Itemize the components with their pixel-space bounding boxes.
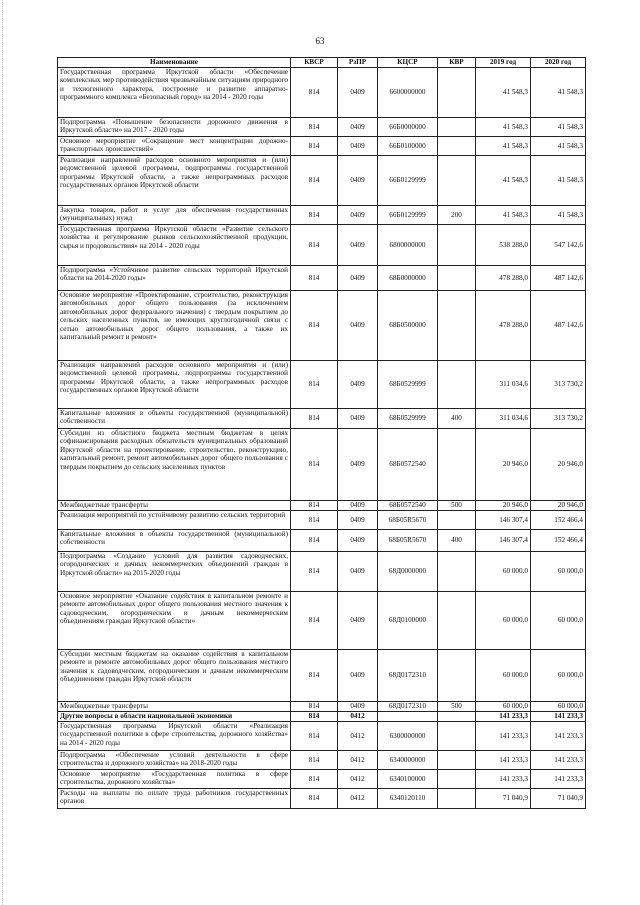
cell-kvr <box>438 429 476 501</box>
cell-2019: 146 307,4 <box>476 511 531 530</box>
cell-kvr <box>438 68 476 118</box>
cell-kvsr: 814 <box>291 68 338 118</box>
table-row <box>58 530 586 552</box>
cell-kvsr: 814 <box>291 702 338 712</box>
cell-rzpr: 0409 <box>338 429 378 501</box>
cell-2020: 547 142,6 <box>531 225 586 266</box>
cell-2020: 141 233,3 <box>531 722 586 751</box>
cell-rzpr: 0409 <box>338 137 378 156</box>
cell-2019: 41 548,3 <box>476 206 531 225</box>
cell-kvsr: 814 <box>291 291 338 361</box>
scan-margin-line <box>2 0 4 905</box>
cell-kvr <box>438 650 476 702</box>
cell-2020: 141 233,3 <box>531 751 586 770</box>
cell-kvsr: 814 <box>291 409 338 429</box>
table-row <box>58 409 586 429</box>
cell-2020: 487 142,6 <box>531 291 586 361</box>
cell-rzpr: 0412 <box>338 722 378 751</box>
cell-name: Межбюджетные трансферты <box>58 702 291 712</box>
cell-kcsr: 6800000000 <box>378 225 438 266</box>
cell-rzpr: 0409 <box>338 552 378 592</box>
cell-kcsr: 68Б0500000 <box>378 291 438 361</box>
table-row <box>58 592 586 650</box>
cell-2019: 146 307,4 <box>476 530 531 552</box>
cell-rzpr: 0409 <box>338 501 378 511</box>
cell-kvr <box>438 751 476 770</box>
cell-2019: 41 548,3 <box>476 68 531 118</box>
cell-kcsr: 68Д0000000 <box>378 552 438 592</box>
cell-kvsr: 814 <box>291 751 338 770</box>
cell-name: Субсидии местным бюджетам на оказание содействия в капитальном ремонте и ремонте автомобильных дорог общего пользования местного значения к садоводческим, огородническим и дачным некоммерческим объединениям граждан Иркутской области <box>58 650 291 702</box>
cell-2019: 71 040,9 <box>476 789 531 809</box>
cell-kvr <box>438 118 476 137</box>
cell-kvr: 400 <box>438 409 476 429</box>
cell-kvr <box>438 722 476 751</box>
cell-2020: 20 946,0 <box>531 501 586 511</box>
cell-name: Государственная программа Иркутской области «Обеспечение комплексных мер противодействия чрезвычайным ситуациям природного и техногенного характера, построение и развитие аппаратно-программного комплекса «Безопасный город» на 2014 - 2020 годы <box>58 68 291 118</box>
cell-2019: 311 034,6 <box>476 361 531 409</box>
header-rzpr: РзПР <box>338 58 378 68</box>
cell-kvsr: 814 <box>291 770 338 789</box>
cell-kvr: 500 <box>438 702 476 712</box>
cell-kcsr <box>378 712 438 722</box>
table-row <box>58 722 586 751</box>
cell-rzpr: 0412 <box>338 789 378 809</box>
table-row <box>58 361 586 409</box>
cell-name: Подпрограмма «Создание условий для развития садоводческих, огороднических и дачных некоммерческих объединений граждан в Иркутской области» на 2015-2020 годы <box>58 552 291 592</box>
cell-kcsr: 6300000000 <box>378 722 438 751</box>
cell-kcsr: 68Б0529999 <box>378 361 438 409</box>
cell-2020: 141 233,3 <box>531 770 586 789</box>
cell-2020: 41 548,3 <box>531 137 586 156</box>
cell-2020: 60 000,0 <box>531 702 586 712</box>
cell-kvr <box>438 770 476 789</box>
cell-2019: 41 548,3 <box>476 118 531 137</box>
table-body <box>58 68 586 809</box>
cell-2019: 478 288,0 <box>476 266 531 291</box>
cell-rzpr: 0409 <box>338 206 378 225</box>
cell-kcsr: 68Б0572540 <box>378 501 438 511</box>
table-row <box>58 511 586 530</box>
cell-kvr <box>438 225 476 266</box>
cell-kcsr: 6340100000 <box>378 770 438 789</box>
cell-kcsr: 68Б05R5670 <box>378 511 438 530</box>
cell-name: Реализация направлений расходов основного мероприятия и (или) ведомственной целевой программы, подпрограммы государственной программы Иркутской области, а также непрограммных расходов государственных органов Иркутской области <box>58 361 291 409</box>
cell-kvr <box>438 592 476 650</box>
cell-2020: 41 548,3 <box>531 68 586 118</box>
table-row <box>58 789 586 809</box>
budget-table <box>57 57 586 809</box>
cell-kvsr: 814 <box>291 592 338 650</box>
table-row <box>58 650 586 702</box>
cell-2020: 41 548,3 <box>531 206 586 225</box>
table-header-row <box>58 58 586 68</box>
cell-rzpr: 0412 <box>338 770 378 789</box>
cell-rzpr: 0409 <box>338 702 378 712</box>
cell-name: Расходы на выплаты по оплате труда работников государственных органов <box>58 789 291 809</box>
cell-kvr: 400 <box>438 530 476 552</box>
cell-kvsr: 814 <box>291 712 338 722</box>
table-row <box>58 770 586 789</box>
cell-2020: 152 466,4 <box>531 511 586 530</box>
cell-kcsr: 68Б0000000 <box>378 266 438 291</box>
table-row <box>58 429 586 501</box>
cell-kvsr: 814 <box>291 361 338 409</box>
cell-kvsr: 814 <box>291 501 338 511</box>
cell-2019: 538 288,0 <box>476 225 531 266</box>
cell-rzpr: 0409 <box>338 68 378 118</box>
table-row <box>58 118 586 137</box>
cell-kvr <box>438 156 476 206</box>
cell-kcsr: 68Б0529999 <box>378 409 438 429</box>
cell-kvsr: 814 <box>291 206 338 225</box>
cell-name: Подпрограмма «Обеспечение условий деятельности в сфере строительства и дорожного хозяйства» на 2018-2020 годы <box>58 751 291 770</box>
cell-2019: 478 288,0 <box>476 291 531 361</box>
cell-2020: 41 548,3 <box>531 156 586 206</box>
cell-kvsr: 814 <box>291 789 338 809</box>
cell-kcsr: 68Д0172310 <box>378 702 438 712</box>
cell-kvsr: 814 <box>291 266 338 291</box>
cell-2019: 60 000,0 <box>476 650 531 702</box>
table-row <box>58 751 586 770</box>
cell-2019: 41 548,3 <box>476 137 531 156</box>
cell-2020: 313 730,2 <box>531 409 586 429</box>
cell-name: Межбюджетные трансферты <box>58 501 291 511</box>
cell-2019: 20 946,0 <box>476 429 531 501</box>
cell-rzpr: 0409 <box>338 291 378 361</box>
table-row <box>58 552 586 592</box>
cell-2019: 41 548,3 <box>476 156 531 206</box>
cell-rzpr: 0409 <box>338 156 378 206</box>
cell-2020: 487 142,6 <box>531 266 586 291</box>
table-row <box>58 137 586 156</box>
cell-2020: 313 730,2 <box>531 361 586 409</box>
cell-2019: 141 233,3 <box>476 751 531 770</box>
cell-kvsr: 814 <box>291 137 338 156</box>
cell-rzpr: 0409 <box>338 511 378 530</box>
cell-name: Государственная программа Иркутской области «Реализация государственной политики в сфере строительства, дорожного хозяйства» на 2014 - 2020 годы <box>58 722 291 751</box>
cell-kvsr: 814 <box>291 118 338 137</box>
cell-name: Основное мероприятие «Проектирование, строительство, реконструкция автомобильных дорог общего пользования (за исключением автомобильных дорог федерального значения) с твердым покрытием до сельских населенных пунктов, не имеющих круглогодичной связи с сетью автомобильных дорог общего пользования, а также их капитальный ремонт и ремонт» <box>58 291 291 361</box>
cell-kvr <box>438 712 476 722</box>
cell-kcsr: 68Б05R5670 <box>378 530 438 552</box>
cell-name: Основное мероприятие «Сокращение мест концентрации дорожно-транспортных происшествий» <box>58 137 291 156</box>
cell-name: Закупка товаров, работ и услуг для обеспечения государственных (муниципальных) нужд <box>58 206 291 225</box>
cell-kvr <box>438 361 476 409</box>
table-row <box>58 712 586 722</box>
cell-kvr: 500 <box>438 501 476 511</box>
table-row <box>58 266 586 291</box>
cell-rzpr: 0409 <box>338 592 378 650</box>
cell-2019: 141 233,3 <box>476 712 531 722</box>
cell-kvsr: 814 <box>291 530 338 552</box>
cell-2019: 311 034,6 <box>476 409 531 429</box>
cell-2020: 60 000,0 <box>531 552 586 592</box>
cell-kvr <box>438 511 476 530</box>
cell-kcsr: 6600000000 <box>378 68 438 118</box>
header-2020: 2020 год <box>531 58 586 68</box>
cell-2020: 41 548,3 <box>531 118 586 137</box>
cell-kvsr: 814 <box>291 650 338 702</box>
cell-kvsr: 814 <box>291 429 338 501</box>
table-row <box>58 225 586 266</box>
table-row <box>58 291 586 361</box>
cell-kcsr: 68Б0572540 <box>378 429 438 501</box>
cell-kvr <box>438 266 476 291</box>
cell-name: Основное мероприятие «Государственная политика в сфере строительства, дорожного хозяйства» <box>58 770 291 789</box>
cell-2019: 60 000,0 <box>476 552 531 592</box>
header-2019: 2019 год <box>476 58 531 68</box>
header-kvr: КВР <box>438 58 476 68</box>
cell-name: Подпрограмма «Устойчивое развитие сельских территорий Иркутской области на 2014-2020 годы» <box>58 266 291 291</box>
cell-kvsr: 814 <box>291 511 338 530</box>
cell-name: Реализация мероприятий по устойчивому развитию сельских территорий <box>58 511 291 530</box>
cell-kvr <box>438 552 476 592</box>
cell-rzpr: 0409 <box>338 225 378 266</box>
cell-2020: 141 233,3 <box>531 712 586 722</box>
header-kcsr: КЦСР <box>378 58 438 68</box>
cell-2019: 141 233,3 <box>476 770 531 789</box>
cell-rzpr: 0412 <box>338 751 378 770</box>
cell-kcsr: 68Д0100000 <box>378 592 438 650</box>
cell-kcsr: 6340000000 <box>378 751 438 770</box>
cell-2020: 152 466,4 <box>531 530 586 552</box>
cell-rzpr: 0409 <box>338 266 378 291</box>
cell-name: Государственная программа Иркутской области «Развитие сельского хозяйства и регулирование рынков сельскохозяйственной продукции, сырья и продовольствия» на 2014 - 2020 годы <box>58 225 291 266</box>
cell-2020: 60 000,0 <box>531 650 586 702</box>
cell-kcsr: 68Д0172310 <box>378 650 438 702</box>
cell-kcsr: 66Б0129999 <box>378 156 438 206</box>
cell-kvsr: 814 <box>291 225 338 266</box>
cell-kvr <box>438 789 476 809</box>
header-name: Наименование <box>58 58 291 68</box>
table-row <box>58 501 586 511</box>
cell-kvr <box>438 137 476 156</box>
cell-2020: 71 040,9 <box>531 789 586 809</box>
cell-kvr <box>438 291 476 361</box>
cell-2019: 141 233,3 <box>476 722 531 751</box>
cell-kcsr: 66Б0129999 <box>378 206 438 225</box>
table-row <box>58 156 586 206</box>
table-row <box>58 68 586 118</box>
page-number: 63 <box>315 36 325 46</box>
cell-kcsr: 66Б0000000 <box>378 118 438 137</box>
cell-name: Основное мероприятие «Оказание содействия в капитальном ремонте и ремонте автомобильных дорог общего пользования местного значения к садоводческим, огородническим и дачным некоммерческим объединениям граждан Иркутской области» <box>58 592 291 650</box>
cell-rzpr: 0409 <box>338 530 378 552</box>
cell-kvsr: 814 <box>291 552 338 592</box>
cell-kvsr: 814 <box>291 156 338 206</box>
cell-2020: 60 000,0 <box>531 592 586 650</box>
cell-rzpr: 0409 <box>338 650 378 702</box>
cell-kcsr: 66Б0100000 <box>378 137 438 156</box>
cell-2019: 60 000,0 <box>476 702 531 712</box>
cell-kvr: 200 <box>438 206 476 225</box>
cell-rzpr: 0409 <box>338 118 378 137</box>
cell-rzpr: 0409 <box>338 361 378 409</box>
table-row <box>58 702 586 712</box>
cell-rzpr: 0409 <box>338 409 378 429</box>
cell-name: Другие вопросы в области национальной экономики <box>58 712 291 722</box>
cell-2020: 20 946,0 <box>531 429 586 501</box>
cell-name: Подпрограмма «Повышение безопасности дорожного движения в Иркутской области» на 2017 - 2020 годы <box>58 118 291 137</box>
cell-2019: 60 000,0 <box>476 592 531 650</box>
cell-2019: 20 946,0 <box>476 501 531 511</box>
header-kvsr: КВСР <box>291 58 338 68</box>
cell-name: Капитальные вложения в объекты государственной (муниципальной) собственности <box>58 530 291 552</box>
cell-name: Субсидии из областного бюджета местным бюджетам в целях софинансирования расходных обязательств муниципальных образований Иркутской области на проектирование, строительство, реконструкцию, капитальный ремонт, ремонт автомобильных дорог общего пользования с твердым покрытием до сельских населенных пунктов <box>58 429 291 501</box>
table-row <box>58 206 586 225</box>
cell-rzpr: 0412 <box>338 712 378 722</box>
cell-kvsr: 814 <box>291 722 338 751</box>
cell-kcsr: 6340120110 <box>378 789 438 809</box>
cell-name: Реализация направлений расходов основного мероприятия и (или) ведомственной целевой программы, подпрограммы государственной программы Иркутской области, а также непрограммных расходов государственных органов Иркутской области <box>58 156 291 206</box>
cell-name: Капитальные вложения в объекты государственной (муниципальной) собственности <box>58 409 291 429</box>
